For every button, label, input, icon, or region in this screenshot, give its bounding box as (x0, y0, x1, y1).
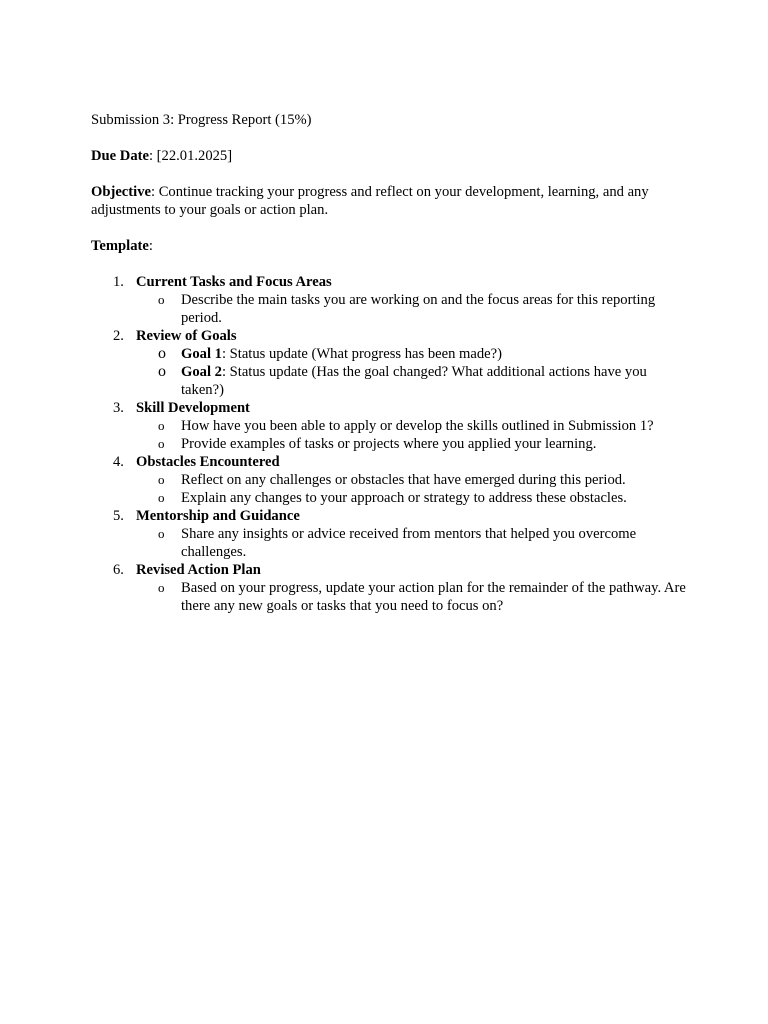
sub-list (136, 417, 691, 453)
sub-list (136, 345, 691, 399)
item-title: Mentorship and Guidance (136, 508, 300, 524)
bullet-icon: o (158, 472, 165, 487)
bullet-icon: o (158, 292, 165, 307)
objective-label: Objective (91, 184, 151, 200)
due-date-label: Due Date (91, 148, 149, 164)
sub-item-text: How have you been able to apply or develop the skills outlined in Submission 1? (181, 418, 654, 434)
sub-item-text: Explain any changes to your approach or strategy to address these obstacles. (181, 490, 627, 506)
item-number: 3. (113, 400, 124, 416)
bullet-icon: o (158, 580, 165, 595)
sub-list (136, 579, 691, 615)
list-item (91, 273, 691, 327)
template-line (91, 237, 691, 255)
item-number: 5. (113, 508, 124, 524)
sub-list-item (136, 579, 691, 615)
due-date-line (91, 147, 691, 165)
sub-list-item (136, 291, 691, 327)
item-number: 4. (113, 454, 124, 470)
template-list (91, 273, 691, 615)
sub-item-bold: Goal 2 (181, 364, 222, 380)
sub-list-item (136, 345, 691, 363)
item-title: Current Tasks and Focus Areas (136, 274, 332, 290)
bullet-icon: o (158, 345, 166, 362)
list-item (91, 561, 691, 615)
sub-item-text: : Status update (What progress has been made?) (221, 346, 502, 362)
sub-item-text: Reflect on any challenges or obstacles that have emerged during this period. (181, 472, 626, 488)
list-item (91, 327, 691, 399)
template-label: Template (91, 238, 149, 254)
sub-item-text: Share any insights or advice received from mentors that helped you overcome challenges. (181, 526, 637, 560)
list-item (91, 507, 691, 561)
sub-list (136, 471, 691, 507)
sub-list-item (136, 435, 691, 453)
item-title: Obstacles Encountered (136, 454, 280, 470)
sub-list-item (136, 363, 691, 399)
bullet-icon: o (158, 363, 166, 380)
bullet-icon: o (158, 490, 165, 505)
bullet-icon: o (158, 436, 165, 451)
sub-item-text: Based on your progress, update your action plan for the remainder of the pathway. Are there any new goals or tasks that you need to focus on? (181, 580, 686, 614)
template-separator: : (148, 238, 153, 254)
due-date-value: [22.01.2025] (156, 148, 233, 164)
item-number: 1. (113, 274, 124, 290)
sub-list-item (136, 417, 691, 435)
objective-separator: : (150, 184, 159, 200)
document-page (91, 111, 691, 615)
sub-list-item (136, 525, 691, 561)
list-item (91, 399, 691, 453)
document-heading: Submission 3: Progress Report (15%) (91, 112, 312, 128)
sub-item-text: Provide examples of tasks or projects where you applied your learning. (181, 436, 597, 452)
bullet-icon: o (158, 418, 165, 433)
item-title: Revised Action Plan (136, 562, 261, 578)
list-item (91, 453, 691, 507)
objective-line (91, 183, 691, 219)
bullet-icon: o (158, 526, 165, 541)
item-number: 6. (113, 562, 124, 578)
objective-text: Continue tracking your progress and reflect on your development, learning, and any adjustments to your goals or action plan. (91, 184, 649, 218)
sub-item-bold: Goal 1 (181, 346, 222, 362)
item-title: Review of Goals (136, 328, 237, 344)
sub-item-text: Describe the main tasks you are working on and the focus areas for this reporting period. (181, 292, 656, 326)
due-date-separator: : (148, 148, 157, 164)
sub-list (136, 525, 691, 561)
sub-list (136, 291, 691, 327)
item-number: 2. (113, 328, 124, 344)
sub-list-item (136, 489, 691, 507)
sub-item-text: : Status update (Has the goal changed? What additional actions have you taken?) (181, 364, 647, 398)
item-title: Skill Development (136, 400, 250, 416)
sub-list-item (136, 471, 691, 489)
